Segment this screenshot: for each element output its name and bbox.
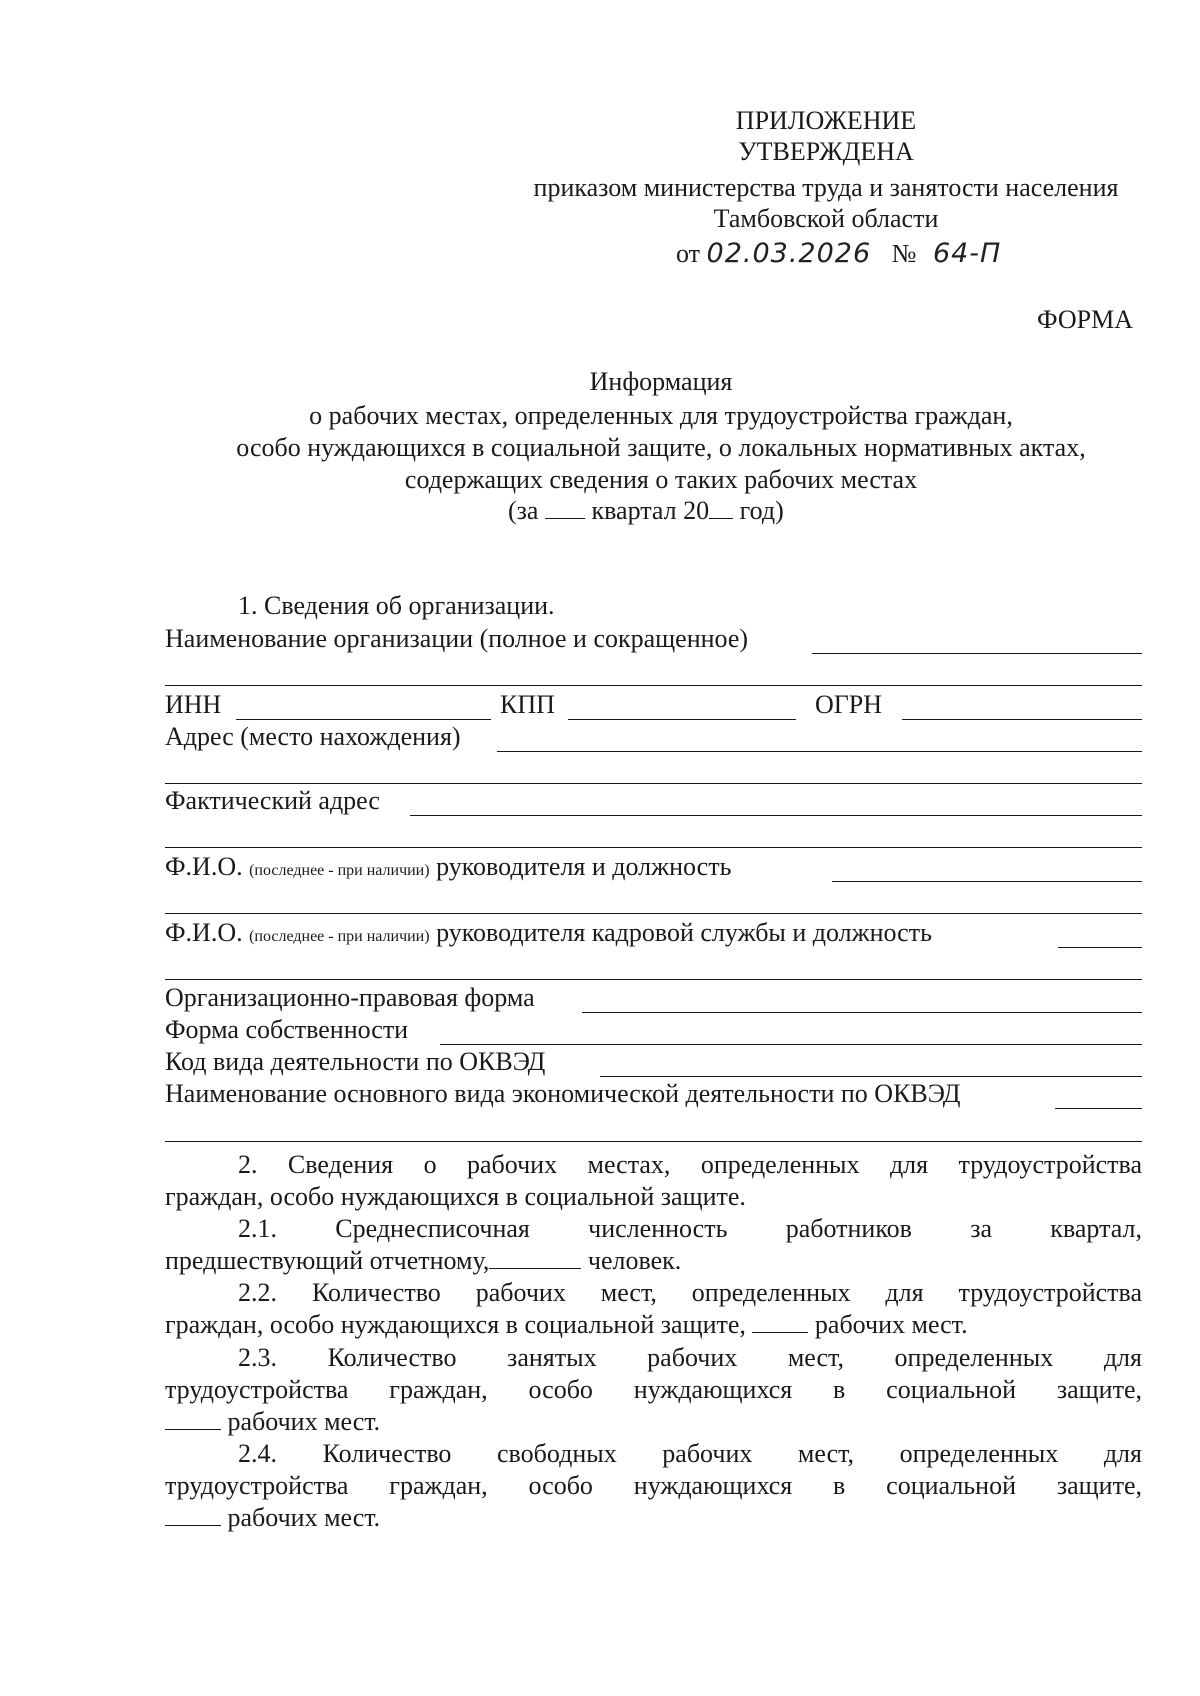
- okved-name-field-2[interactable]: [165, 1141, 1142, 1142]
- year-blank[interactable]: [709, 496, 733, 519]
- p21-line2: [165, 1245, 681, 1277]
- legal-form-label: Организационно-правовая форма: [165, 983, 535, 1012]
- period-za: (за: [508, 496, 539, 525]
- actual-address-label: Фактический адрес: [165, 786, 380, 815]
- p23-line1: 2.3. Количество занятых рабочих мест, определенных для: [238, 1343, 1142, 1372]
- vacant-places-blank[interactable]: [165, 1503, 221, 1526]
- title-period: [508, 495, 784, 527]
- address-label: Адрес (место нахождения): [165, 722, 461, 751]
- section2-heading-line1: 2. Сведения о рабочих местах, определенных для трудоустройства: [238, 1150, 1142, 1179]
- address-field[interactable]: [497, 751, 1142, 752]
- ogrn-field[interactable]: [902, 719, 1142, 720]
- handwritten-number: 64-П: [932, 238, 1002, 269]
- inn-field[interactable]: [236, 719, 491, 720]
- reserved-places-blank[interactable]: [752, 1310, 808, 1333]
- p21-pre: предшествующий отчетному,: [165, 1246, 490, 1275]
- org-name-field-2[interactable]: [165, 685, 1142, 686]
- handwritten-date: 02.03.2026: [706, 238, 872, 269]
- p24-line3: [165, 1502, 380, 1534]
- form-label: ФОРМА: [1037, 305, 1133, 334]
- p22-line1: 2.2. Количество рабочих мест, определенных для трудоустройства: [238, 1278, 1142, 1307]
- title-line-1: Информация: [589, 367, 733, 396]
- p24-line1: 2.4. Количество свободных рабочих мест, определенных для: [238, 1439, 1142, 1468]
- hr-head-fio-field-2[interactable]: [165, 979, 1142, 980]
- appendix-label: ПРИЛОЖЕНИЕ: [735, 106, 917, 135]
- order-line-1: приказом министерства труда и занятости населения: [533, 173, 1119, 202]
- kpp-label: КПП: [500, 690, 555, 719]
- kpp-field[interactable]: [568, 719, 796, 720]
- ownership-label: Форма собственности: [165, 1015, 409, 1044]
- avg-headcount-blank[interactable]: [489, 1246, 581, 1269]
- p21-post: человек.: [587, 1246, 682, 1275]
- org-name-label: Наименование организации (полное и сокращенное): [165, 624, 749, 653]
- actual-address-field[interactable]: [410, 815, 1142, 816]
- p22-pre: граждан, особо нуждающихся в социальной защите,: [165, 1310, 746, 1339]
- okved-name-label: Наименование основного вида экономической деятельности по ОКВЭД: [165, 1079, 961, 1108]
- title-line-2: о рабочих местах, определенных для трудоустройства граждан,: [309, 401, 1013, 430]
- inn-label: ИНН: [165, 690, 222, 719]
- okved-code-label: Код вида деятельности по ОКВЭД: [165, 1047, 546, 1076]
- okved-code-field[interactable]: [600, 1076, 1142, 1077]
- ownership-field[interactable]: [440, 1044, 1142, 1045]
- title-line-3: особо нуждающихся в социальной защите, о локальных нормативных актах,: [236, 433, 1086, 462]
- p23-line2: трудоустройства граждан, особо нуждающихся в социальной защите,: [165, 1375, 1142, 1404]
- period-year: год): [739, 496, 784, 525]
- section2-heading-line2: граждан, особо нуждающихся в социальной защите.: [165, 1182, 746, 1211]
- quarter-blank[interactable]: [545, 496, 585, 519]
- period-quarter: квартал 20: [591, 496, 710, 525]
- hr-position-text: руководителя кадровой службы и должность: [436, 918, 932, 947]
- head-fio-field[interactable]: [832, 881, 1142, 882]
- head-fio-label: [165, 851, 731, 887]
- head-fio-field-2[interactable]: [165, 913, 1142, 914]
- number-prefix: №: [891, 239, 917, 268]
- hr-head-fio-label: [165, 917, 932, 953]
- head-position-text: руководителя и должность: [436, 852, 732, 881]
- org-name-field[interactable]: [812, 653, 1142, 654]
- order-line-2: Тамбовской области: [713, 204, 939, 233]
- date-prefix: от: [676, 239, 701, 268]
- p24-post: рабочих мест.: [227, 1503, 381, 1532]
- ogrn-label: ОГРН: [815, 690, 883, 719]
- p23-post: рабочих мест.: [227, 1407, 381, 1436]
- p22-line2: [165, 1309, 968, 1341]
- p23-line3: [165, 1406, 380, 1438]
- hr-fio-text: Ф.И.О.: [165, 918, 243, 947]
- hr-head-fio-field[interactable]: [1058, 947, 1142, 948]
- okved-name-field[interactable]: [1055, 1108, 1142, 1109]
- p21-line1: 2.1. Среднесписочная численность работников за квартал,: [238, 1214, 1142, 1243]
- address-field-2[interactable]: [165, 783, 1142, 784]
- p24-line2: трудоустройства граждан, особо нуждающихся в социальной защите,: [165, 1471, 1142, 1500]
- section1-heading: 1. Сведения об организации.: [238, 591, 555, 620]
- head-fio-note: (последнее - при наличии): [249, 862, 430, 879]
- occupied-places-blank[interactable]: [165, 1407, 221, 1430]
- head-fio-text: Ф.И.О.: [165, 852, 243, 881]
- actual-address-field-2[interactable]: [165, 847, 1142, 848]
- p22-post: рабочих мест.: [814, 1310, 968, 1339]
- approved-label: УТВЕРЖДЕНА: [738, 137, 914, 166]
- hr-fio-note: (последнее - при наличии): [249, 928, 430, 945]
- order-date-line: [676, 238, 1001, 270]
- legal-form-field[interactable]: [582, 1012, 1142, 1013]
- title-line-4: содержащих сведения о таких рабочих местах: [404, 465, 918, 494]
